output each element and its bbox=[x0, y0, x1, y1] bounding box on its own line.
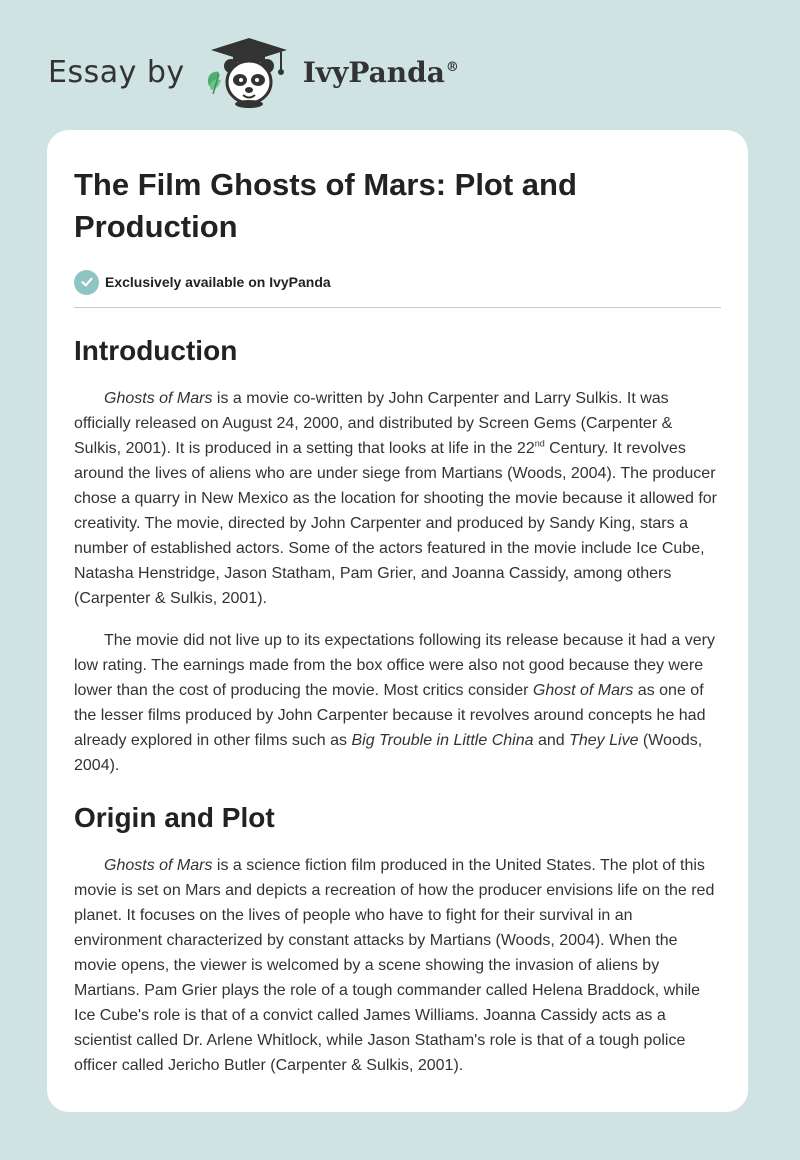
section-origin-and-plot bbox=[74, 800, 721, 1078]
ordinal-suffix: nd bbox=[534, 438, 545, 449]
italic-title: Ghosts of Mars bbox=[104, 857, 213, 874]
text-run: and bbox=[533, 732, 570, 749]
text-run: The movie did not live up to its expectations following its release because it had a very low rating. The earnings made from the box office were also not good because they were lower than the cost of producing the movie. Most critics consider bbox=[74, 632, 715, 699]
exclusive-badge bbox=[74, 268, 721, 296]
text-run: as one of the lesser films produced by John Carpenter because it revolves around concepts he had already explored in other films such as bbox=[74, 682, 706, 749]
brand-name: IvyPanda® bbox=[302, 55, 459, 89]
divider bbox=[74, 307, 721, 308]
italic-title: Ghost of Mars bbox=[532, 682, 634, 699]
essay-card bbox=[47, 130, 748, 1112]
panda-logo-icon bbox=[203, 36, 295, 108]
italic-title: They Live bbox=[569, 732, 639, 749]
paragraph bbox=[74, 853, 721, 1078]
italic-title: Ghosts of Mars bbox=[104, 390, 213, 407]
text-run: Century. It revolves around the lives of aliens who are under siege from Martians (Woods, 2004). The producer chose a quarry in New Mexico as the location for shooting the movie because it allowed for creativity. The movie, directed by John Carpenter and produced by Sandy King, stars a number of established actors. Some of the actors featured in the movie include Ice Cube, Natasha Henstridge, Jason Statham, Pam Grier, and Joanna Cassidy, among others (Carpenter & Sulkis, 2001). bbox=[74, 440, 718, 607]
text-run: (Woods, 2004). bbox=[74, 732, 703, 774]
page-title: The Film Ghosts of Mars: Plot and Production bbox=[74, 167, 577, 244]
paragraph bbox=[74, 386, 721, 611]
check-icon bbox=[74, 270, 99, 295]
section-heading: Introduction bbox=[74, 335, 238, 366]
section-introduction bbox=[74, 333, 721, 778]
section-heading: Origin and Plot bbox=[74, 802, 275, 833]
text-run: is a movie co-written by John Carpenter and Larry Sulkis. It was officially released on August 24, 2000, and distributed by Screen Gems (Carpenter & Sulkis, 2001). It is produced in a setting that looks at life in the 22 bbox=[74, 390, 673, 457]
badge-label: Exclusively available on IvyPanda bbox=[105, 274, 331, 290]
text-run: is a science fiction film produced in the United States. The plot of this movie is set on Mars and depicts a recreation of how the producer envisions life on the red planet. It focuses on the lives of people who have to fight for their survival in an environment characterized by constant attacks by Martians (Woods, 2004). When the movie opens, the viewer is welcomed by a scene showing the invasion of aliens by Martians. Pam Grier plays the role of a tough commander called Helena Braddock, while Ice Cube's role is that of a convict called James Williams. Joanna Cassidy acts as a scientist called Dr. Arlene Whitlock, while Jason Statham's role is that of a tough police officer called Jericho Butler (Carpenter & Sulkis, 2001). bbox=[74, 857, 715, 1074]
paragraph bbox=[74, 628, 721, 778]
brand-prefix: Essay by bbox=[48, 54, 185, 90]
italic-title: Big Trouble in Little China bbox=[351, 732, 534, 749]
brand-header[interactable] bbox=[48, 36, 459, 108]
registered-mark: ® bbox=[445, 60, 459, 76]
